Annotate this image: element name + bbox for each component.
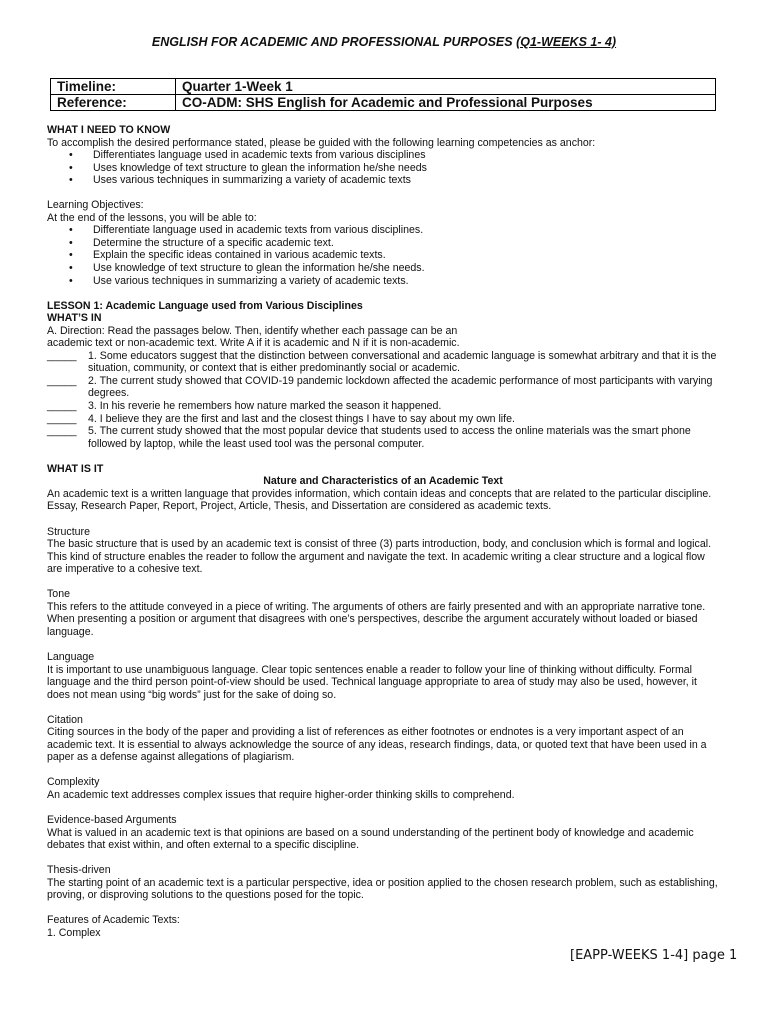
page-footer: [EAPP-WEEKS 1-4] page 1 xyxy=(570,948,738,963)
direction-line-2: academic text or non-academic text. Write A if it is academic and N if it is non-academic. xyxy=(47,337,460,350)
list-item: • Use various techniques in summarizing a variety of academic texts. xyxy=(47,275,719,288)
document-title xyxy=(0,35,768,49)
reference-row xyxy=(51,95,716,111)
objectives-heading: Learning Objectives: xyxy=(47,199,144,212)
features-item-1: 1. Complex xyxy=(47,927,101,939)
complexity-body: An academic text addresses complex issues that require higher-order thinking skills to comprehend. xyxy=(47,788,515,801)
reference-value: CO-ADM: SHS English for Academic and Professional Purposes xyxy=(176,95,716,111)
exercise-item-2 xyxy=(47,375,719,400)
answer-blank: _____ xyxy=(47,374,77,387)
evidence-heading: Evidence-based Arguments xyxy=(47,814,177,827)
thesis-body: The starting point of an academic text is a particular perspective, idea or position applied to the chosen research problem, such as establishing, proving, or disproving solutions to the questions posed for the topic. xyxy=(47,876,718,902)
intro-paragraph: An academic text is a written language that provides information, which contain ideas and concepts that are related to the particular discipline. Essay, Research Paper, Report, Project, Article, Thesis, and Dissertation are considered as academic texts. xyxy=(47,487,712,513)
list-item: • Determine the structure of a specific academic text. xyxy=(47,237,719,250)
list-item: • Uses knowledge of text structure to glean the information he/she needs xyxy=(47,162,719,175)
title-weeks: (Q1-WEEKS 1- 4) xyxy=(516,35,617,49)
document-body xyxy=(47,124,719,940)
tone-body: This refers to the attitude conveyed in a piece of writing. The arguments of others are fairly presented and with an appropriate narrative tone. When presenting a position or argument that disagrees with one’s perspectives, describe the argument accurately without loaded or biased language. xyxy=(47,600,706,638)
timeline-row xyxy=(51,79,716,95)
title-main: ENGLISH FOR ACADEMIC AND PROFESSIONAL PURPOSES xyxy=(151,35,517,49)
thesis-heading: Thesis-driven xyxy=(47,864,111,877)
tone-heading: Tone xyxy=(47,588,70,601)
exercise-text: 3. In his reverie he remembers how nature marked the season it happened. xyxy=(88,400,442,413)
structure-heading: Structure xyxy=(47,525,90,538)
citation-heading: Citation xyxy=(47,713,83,726)
exercise-item-1 xyxy=(47,350,719,375)
reference-label: Reference: xyxy=(51,95,176,111)
features-heading: Features of Academic Texts: xyxy=(47,914,180,927)
list-item: • Explain the specific ideas contained in various academic texts. xyxy=(47,249,719,262)
exercise-text: 1. Some educators suggest that the distinction between conversational and academic language is somewhat arbitrary and that it is the situation, community, or context that is either predominantly social or academic. xyxy=(88,349,717,375)
timeline-value: Quarter 1-Week 1 xyxy=(176,79,716,95)
competency-list xyxy=(47,149,719,187)
answer-blank: _____ xyxy=(47,349,77,362)
language-body: It is important to use unambiguous language. Clear topic sentences enable a reader to follow your line of thinking without difficulty. Formal language and the third person point-of-view should be used. Technical language appropriate to area of study may also be used, however, it does not mean using “big words” just for the sake of doing so. xyxy=(47,663,697,701)
language-heading: Language xyxy=(47,650,95,663)
timeline-label: Timeline: xyxy=(51,79,176,95)
evidence-body: What is valued in an academic text is that opinions are based on a sound understanding of the pertinent body of knowledge and academic debates that exist within, and often external to a specific discipline. xyxy=(47,826,694,852)
list-item: • Differentiate language used in academic texts from various disciplines. xyxy=(47,224,719,237)
what-is-it-heading: WHAT IS IT xyxy=(47,462,104,475)
section-subtitle: Nature and Characteristics of an Academic Text xyxy=(263,475,503,488)
meta-table xyxy=(50,78,716,111)
answer-blank: _____ xyxy=(47,425,77,438)
exercise-item-5 xyxy=(47,425,719,450)
exercise-item-4 xyxy=(47,413,719,426)
lesson-title: LESSON 1: Academic Language used from Various Disciplines xyxy=(47,299,363,312)
objectives-list xyxy=(47,224,719,287)
list-item: • Uses various techniques in summarizing a variety of academic texts xyxy=(47,174,719,187)
list-item: • Use knowledge of text structure to glean the information he/she needs. xyxy=(47,262,719,275)
direction-line-1: A. Direction: Read the passages below. Then, identify whether each passage can be an xyxy=(47,324,458,337)
need-heading: WHAT I NEED TO KNOW xyxy=(47,124,171,136)
answer-blank: _____ xyxy=(47,400,77,413)
exercise-text: 5. The current study showed that the most popular device that students used to access the online materials was the smart phone followed by laptop, while the least used tool was the personal computer. xyxy=(88,425,691,450)
need-intro: To accomplish the desired performance stated, please be guided with the following learning competencies as anchor: xyxy=(47,136,596,149)
list-item: • Differentiates language used in academic texts from various disciplines xyxy=(47,149,719,162)
objectives-intro: At the end of the lessons, you will be able to: xyxy=(47,211,257,224)
whats-in-heading: WHAT’S IN xyxy=(47,312,102,325)
citation-body: Citing sources in the body of the paper and providing a list of references as either footnotes or endnotes is a very important aspect of an academic text. It is essential to always acknowledge the source of any ideas, research findings, data, or quoted text that have been used in a paper as a defense against allegations of plagiarism. xyxy=(47,726,707,764)
exercise-text: 2. The current study showed that COVID-19 pandemic lockdown affected the academic performance of most participants with varying degrees. xyxy=(88,374,713,400)
structure-body: The basic structure that is used by an academic text is consist of three (3) parts introduction, body, and conclusion which is formal and logical. This kind of structure enables the reader to follow the argument and navigate the text. In academic writing a clear structure and a logical flow are imperative to a cohesive text. xyxy=(47,538,712,576)
answer-blank: _____ xyxy=(47,412,77,425)
exercise-item-3 xyxy=(47,400,719,413)
complexity-heading: Complexity xyxy=(47,776,100,789)
exercise-text: 4. I believe they are the first and last and the closest things I have to say about my own life. xyxy=(88,412,515,425)
